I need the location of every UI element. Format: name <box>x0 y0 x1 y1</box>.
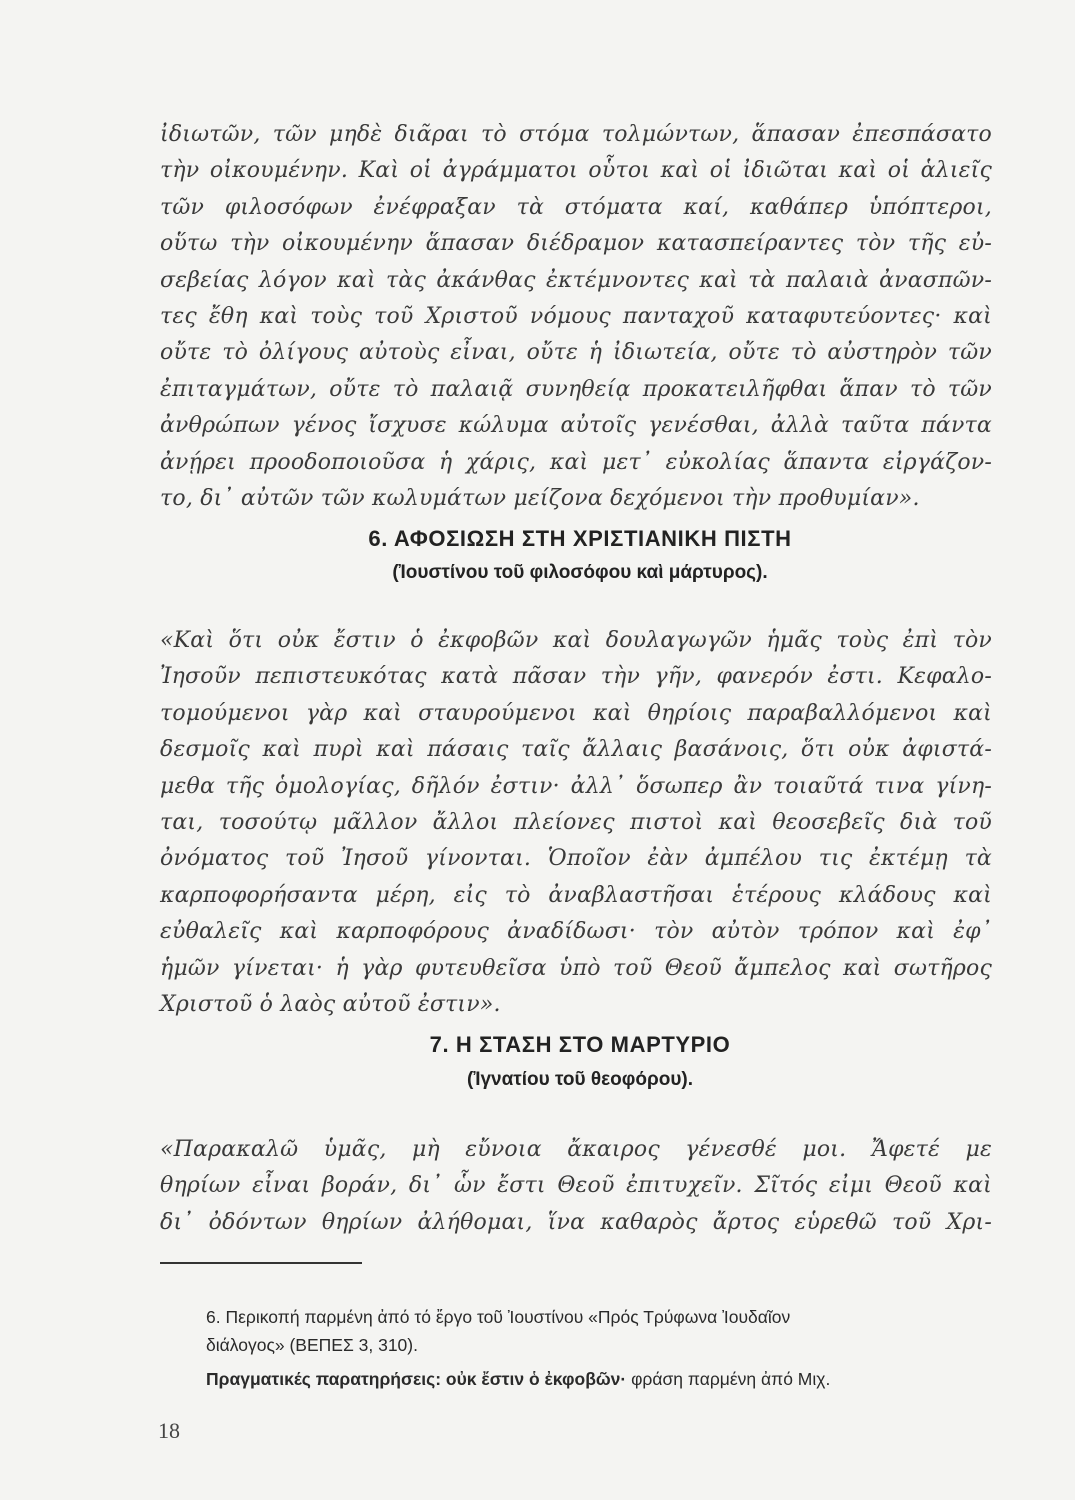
text-line: «Παρακαλῶ ὑμᾶς, μὴ εὔνοια ἄκαιρος γένεσθέ μοι. Ἄφετέ με <box>160 1137 992 1162</box>
footnote-divider <box>160 1262 362 1264</box>
text-line: ἰδιωτῶν, τῶν μηδὲ διᾶραι τὸ στόμα τολμώντων, ἅπασαν ἐπεσπάσατο <box>160 122 992 147</box>
text-line: ἀνθρώπων γένος ἴσχυσε κώλυμα αὐτοῖς γενέσθαι, ἀλλὰ ταῦτα πάντα <box>160 413 992 439</box>
text-line: δι᾽ ὀδόντων θηρίων ἀλήθομαι, ἵνα καθαρὸς ἄρτος εὑρεθῶ τοῦ Χρι- <box>160 1209 992 1235</box>
text-line: τὴν οἰκουμένην. Καὶ οἱ ἀγράμματοι οὗτοι καὶ οἱ ἰδιῶται καὶ οἱ ἁλιεῖς <box>160 158 992 184</box>
footnote <box>206 1303 996 1393</box>
paragraph-1 <box>160 117 992 517</box>
text-line: οὔτε τὸ ὀλίγους αὐτοὺς εἶναι, οὔτε ἡ ἰδιωτεία, οὔτε τὸ αὐστηρὸν τῶν <box>160 340 992 366</box>
text-line: εὐθαλεῖς καὶ καρποφόρους ἀναδίδωσι· τὸν αὐτὸν τρόπον καὶ ἐφ᾽ <box>160 919 992 945</box>
text-line: ἐπιταγμάτων, οὔτε τὸ παλαιᾷ συνηθείᾳ προκατειλῆφθαι ἅπαν τὸ τῶν <box>160 376 992 402</box>
text-line: καρποφορήσαντα μέρη, εἰς τὸ ἀναβλαστῆσαι ἑτέρους κλάδους καὶ <box>160 882 992 908</box>
footnote-remark <box>206 1365 996 1393</box>
text-line: θηρίων εἶναι βοράν, δι᾽ ὧν ἔστι Θεοῦ ἐπιτυχεῖν. Σῖτός εἰμι Θεοῦ καὶ <box>160 1173 992 1199</box>
text-line: δεσμοῖς καὶ πυρὶ καὶ πάσαις ταῖς ἄλλαις βασάνοις, ὅτι οὐκ ἀφιστά- <box>160 737 992 763</box>
text-line: ἀνῄρει προοδοποιοῦσα ἡ χάρις, καὶ μετ᾽ εὐκολίας ἅπαντα εἰργάζον- <box>160 449 992 475</box>
text-line: ἡμῶν γίνεται· ἡ γὰρ φυτευθεῖσα ὑπὸ τοῦ Θεοῦ ἄμπελος καὶ σωτῆρος <box>160 955 992 981</box>
text-line: το, δι᾽ αὐτῶν τῶν κωλυμάτων μείζονα δεχόμενοι τὴν προθυμίαν». <box>160 485 920 511</box>
text-line: Χριστοῦ ὁ λαὸς αὐτοῦ ἐστιν». <box>160 991 501 1017</box>
text-line: «Καὶ ὅτι οὐκ ἔστιν ὁ ἐκφοβῶν καὶ δουλαγωγῶν ἡμᾶς τοὺς ἐπὶ τὸν <box>160 628 992 653</box>
paragraph-2 <box>160 623 992 1023</box>
text-line: τες ἔθη καὶ τοὺς τοῦ Χριστοῦ νόμους πανταχοῦ καταφυτεύοντες· καὶ <box>160 303 992 329</box>
text-line: οὕτω τὴν οἰκουμένην ἅπασαν διέδραμον κατασπείραντες τὸν τῆς εὐ- <box>160 231 992 257</box>
text-line: σεβείας λόγον καὶ τὰς ἀκάνθας ἐκτέμνοντες καὶ τὰ παλαιὰ ἀνασπῶν- <box>160 267 992 293</box>
section-7-subtitle: (Ἰγνατίου τοῦ θεοφόρου). <box>467 1069 693 1090</box>
section-6-subtitle: (Ἰουστίνου τοῦ φιλοσόφου καὶ μάρτυρος). <box>392 562 768 583</box>
footnote-remark-text: φράση παρμένη ἀπό Μιχ. <box>626 1369 831 1389</box>
text-line: τομούμενοι γὰρ καὶ σταυρούμενοι καὶ θηρίοις παραβαλλόμενοι καὶ <box>160 700 992 726</box>
footnote-line-1: 6. Περικοπή παρμένη ἀπό τό ἔργο τοῦ Ἰουστίνου «Πρός Τρύφωνα Ἰουδαῖον <box>206 1307 791 1327</box>
page-number: 18 <box>158 1418 180 1443</box>
text-line: τῶν φιλοσόφων ἐνέφραξαν τὰ στόματα καί, καθάπερ ὑπόπτεροι, <box>160 194 992 220</box>
paragraph-3 <box>160 1132 992 1241</box>
text-line: μεθα τῆς ὁμολογίας, δῆλόν ἐστιν· ἀλλ᾽ ὅσωπερ ἂν τοιαῦτά τινα γίνη- <box>160 773 992 799</box>
text-line: ὀνόματος τοῦ Ἰησοῦ γίνονται. Ὁποῖον ἐὰν ἀμπέλου τις ἐκτέμῃ τὰ <box>160 846 992 872</box>
text-line: ται, τοσούτῳ μᾶλλον ἄλλοι πλείονες πιστοὶ καὶ θεοσεβεῖς διὰ τοῦ <box>160 809 992 835</box>
text-line: Ἰησοῦν πεπιστευκότας κατὰ πᾶσαν τὴν γῆν, φανερόν ἐστι. Κεφαλο- <box>160 664 992 690</box>
footnote-remark-label: Πραγματικές παρατηρήσεις: οὐκ ἔστιν ὁ ἐκφοβῶν· <box>206 1369 627 1389</box>
section-6-title: 6. ΑΦΟΣΙΩΣΗ ΣΤΗ ΧΡΙΣΤΙΑΝΙΚΗ ΠΙΣΤΗ <box>368 526 792 551</box>
footnote-line-2: διάλογος» (ΒΕΠΕΣ 3, 310). <box>206 1335 418 1355</box>
section-7-title: 7. Η ΣΤΑΣΗ ΣΤΟ ΜΑΡΤΥΡΙΟ <box>429 1032 731 1057</box>
